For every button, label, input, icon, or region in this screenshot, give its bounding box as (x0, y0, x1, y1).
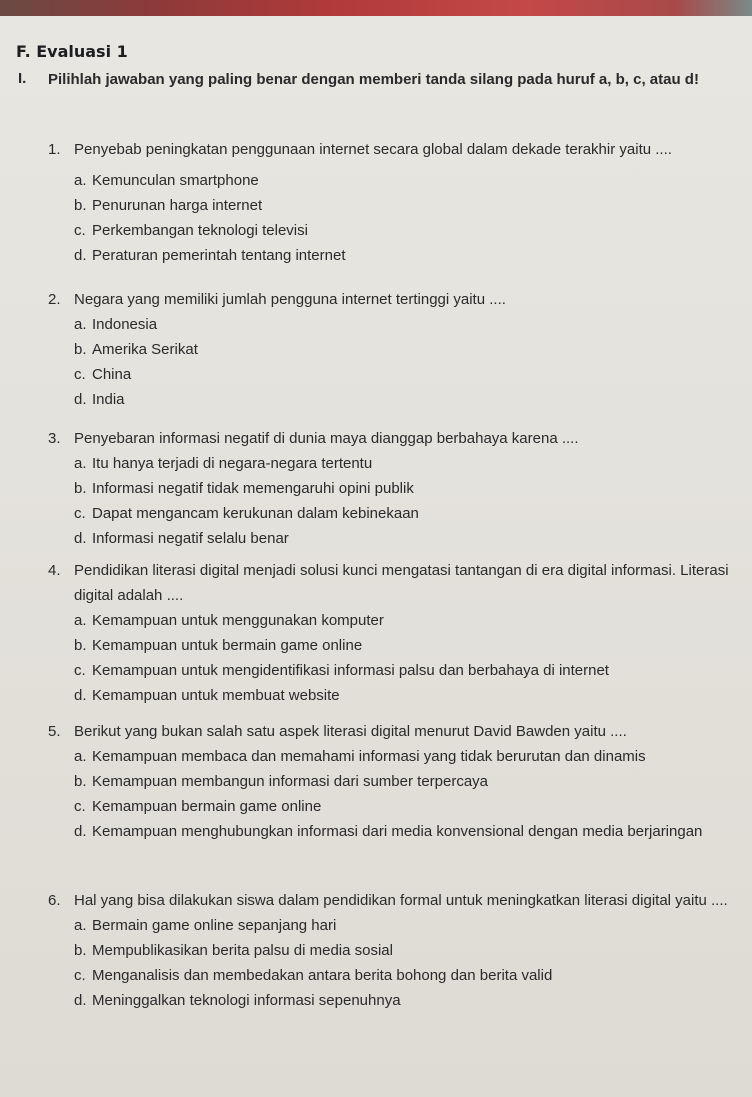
option-c[interactable]: c. China (74, 366, 132, 383)
question-2 (48, 287, 738, 412)
question-text: Hal yang bisa dilakukan siswa dalam pendidikan formal untuk meningkatkan literasi digital yaitu .... (74, 892, 728, 909)
option-d[interactable]: d. Informasi negatif selalu benar (74, 530, 289, 547)
option-b[interactable]: b. Kemampuan membangun informasi dari sumber terpercaya (74, 773, 489, 790)
option-d[interactable]: d. Kemampuan menghubungkan informasi dari media konvensional dengan media berjaringan (74, 823, 703, 840)
option-d[interactable]: d. Peraturan pemerintah tentang internet (74, 247, 346, 264)
question-6 (48, 888, 738, 1013)
option-c[interactable]: c. Menganalisis dan membedakan antara berita bohong dan berita valid (74, 967, 553, 984)
option-c[interactable]: c. Kemampuan bermain game online (74, 798, 322, 815)
option-c[interactable]: c. Dapat mengancam kerukunan dalam kebinekaan (74, 505, 419, 522)
option-b[interactable]: b. Kemampuan untuk bermain game online (74, 637, 363, 654)
option-a[interactable]: a. Kemunculan smartphone (74, 172, 259, 189)
option-a[interactable]: a. Kemampuan untuk menggunakan komputer (74, 612, 384, 629)
question-text: Penyebab peningkatan penggunaan internet secara global dalam dekade terakhir yaitu .... (74, 141, 672, 158)
option-c[interactable]: c. Perkembangan teknologi televisi (74, 222, 308, 239)
question-number: 1. (48, 141, 61, 158)
option-b[interactable]: b. Amerika Serikat (74, 341, 198, 358)
question-5 (48, 719, 738, 844)
section-title: F. Evaluasi 1 (16, 42, 128, 61)
question-number: 5. (48, 723, 61, 740)
question-4 (48, 558, 738, 708)
question-number: 2. (48, 291, 61, 308)
question-text: Pendidikan literasi digital menjadi solusi kunci mengatasi tantangan di era digital informasi. Literasi digital adalah .... (74, 562, 729, 604)
option-d[interactable]: d. Kemampuan untuk membuat website (74, 687, 340, 704)
option-a[interactable]: a. Itu hanya terjadi di negara-negara tertentu (74, 455, 373, 472)
question-number: 6. (48, 892, 61, 909)
option-a[interactable]: a. Kemampuan membaca dan memahami informasi yang tidak berurutan dan dinamis (74, 748, 646, 765)
question-text: Berikut yang bukan salah satu aspek literasi digital menurut David Bawden yaitu .... (74, 723, 627, 740)
option-b[interactable]: b. Mempublikasikan berita palsu di media sosial (74, 942, 393, 959)
option-a[interactable]: a. Bermain game online sepanjang hari (74, 917, 337, 934)
question-number: 4. (48, 562, 61, 579)
option-d[interactable]: d. India (74, 391, 125, 408)
option-b[interactable]: b. Penurunan harga internet (74, 197, 263, 214)
option-d[interactable]: d. Meninggalkan teknologi informasi sepenuhnya (74, 992, 401, 1009)
question-text: Penyebaran informasi negatif di dunia maya dianggap berbahaya karena .... (74, 430, 579, 447)
instruction-text: Pilihlah jawaban yang paling benar dengan memberi tanda silang pada huruf a, b, c, atau d! (48, 71, 699, 88)
option-c[interactable]: c. Kemampuan untuk mengidentifikasi informasi palsu dan berbahaya di internet (74, 662, 609, 679)
question-3 (48, 426, 738, 551)
option-b[interactable]: b. Informasi negatif tidak memengaruhi opini publik (74, 480, 414, 497)
option-a[interactable]: a. Indonesia (74, 316, 158, 333)
question-number: 3. (48, 430, 61, 447)
question-1 (48, 137, 738, 268)
question-text: Negara yang memiliki jumlah pengguna internet tertinggi yaitu .... (74, 291, 506, 308)
instruction-number: I. (18, 70, 27, 87)
